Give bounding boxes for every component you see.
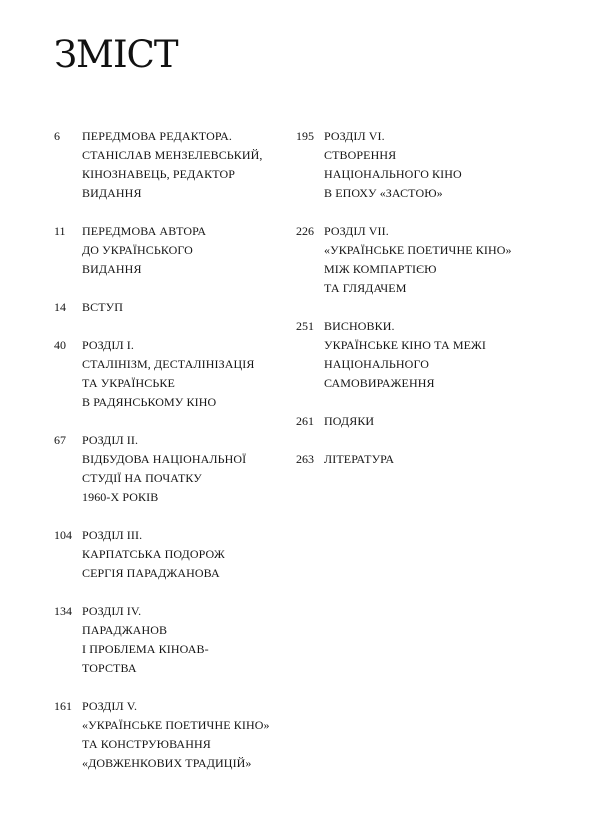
toc-title-line: СЕРГІЯ ПАРАДЖАНОВА bbox=[82, 566, 220, 580]
toc-page-number: 263 bbox=[296, 452, 314, 466]
toc-title-line: ДО УКРАЇНСЬКОГО bbox=[82, 243, 193, 257]
toc-title-line: ТА ГЛЯДАЧЕМ bbox=[324, 281, 407, 295]
toc-title-line: ПЕРЕДМОВА РЕДАКТОРА. bbox=[82, 129, 232, 143]
toc-title-line: УКРАЇНСЬКЕ КІНО ТА МЕЖІ bbox=[324, 338, 486, 352]
toc-page-number: 226 bbox=[296, 224, 314, 238]
toc-title-line: СТУДІЇ НА ПОЧАТКУ bbox=[82, 471, 202, 485]
toc-title-line: ЛІТЕРАТУРА bbox=[324, 452, 395, 466]
toc-page-number: 195 bbox=[296, 129, 314, 143]
toc-title-line: СТАНІСЛАВ МЕНЗЕЛЕВСЬКИЙ, bbox=[82, 148, 263, 162]
toc-page-number: 261 bbox=[296, 414, 314, 428]
toc-title-line: І ПРОБЛЕМА КІНОАВ- bbox=[82, 642, 209, 656]
toc-column-right bbox=[296, 127, 556, 488]
toc-entry-title bbox=[82, 336, 304, 412]
toc-entry-title bbox=[324, 317, 556, 393]
toc-title-line: СТАЛІНІЗМ, ДЕСТАЛІНІЗАЦІЯ bbox=[82, 357, 255, 371]
toc-entry bbox=[54, 127, 304, 203]
toc-entry-title bbox=[82, 697, 304, 773]
toc-title-line: «УКРАЇНСЬКЕ ПОЕТИЧНЕ КІНО» bbox=[324, 243, 512, 257]
toc-entry-title bbox=[82, 222, 304, 279]
toc-page-number: 251 bbox=[296, 319, 314, 333]
toc-title-line: «ДОВЖЕНКОВИХ ТРАДИЦІЙ» bbox=[82, 756, 252, 770]
toc-entry bbox=[54, 222, 304, 279]
page-title: ЗМІСТ bbox=[54, 33, 178, 76]
toc-entry-title bbox=[82, 298, 304, 317]
toc-page-number: 104 bbox=[54, 528, 72, 542]
toc-entry bbox=[296, 317, 556, 393]
toc-page-number: 67 bbox=[54, 433, 66, 447]
toc-title-line: ТА УКРАЇНСЬКЕ bbox=[82, 376, 175, 390]
toc-entry bbox=[54, 697, 304, 773]
toc-title-line: ПОДЯКИ bbox=[324, 414, 375, 428]
toc-title-line: РОЗДІЛ III. bbox=[82, 528, 143, 542]
toc-title-line: ВСТУП bbox=[82, 300, 123, 314]
toc-title-line: МІЖ КОМПАРТІЄЮ bbox=[324, 262, 437, 276]
toc-page-number: 6 bbox=[54, 129, 60, 143]
toc-entry bbox=[54, 431, 304, 507]
toc-title-line: НАЦІОНАЛЬНОГО КІНО bbox=[324, 167, 462, 181]
toc-title-line: РОЗДІЛ I. bbox=[82, 338, 134, 352]
toc-title-line: ВІДБУДОВА НАЦІОНАЛЬНОЇ bbox=[82, 452, 247, 466]
toc-title-line: «УКРАЇНСЬКЕ ПОЕТИЧНЕ КІНО» bbox=[82, 718, 270, 732]
toc-entry-title bbox=[82, 127, 304, 203]
toc-entry bbox=[54, 298, 304, 317]
toc-title-line: ПАРАДЖАНОВ bbox=[82, 623, 168, 637]
toc-title-line: ТОРСТВА bbox=[82, 661, 137, 675]
toc-title-line: 1960-Х РОКІВ bbox=[82, 490, 159, 504]
toc-title-line: В ЕПОХУ «ЗАСТОЮ» bbox=[324, 186, 443, 200]
toc-entry bbox=[296, 412, 556, 431]
toc-entry bbox=[296, 222, 556, 298]
toc-entry-title bbox=[324, 450, 556, 469]
toc-title-line: ВИСНОВКИ. bbox=[324, 319, 395, 333]
toc-entry bbox=[54, 602, 304, 678]
toc-title-line: ВИДАННЯ bbox=[82, 262, 142, 276]
toc-page-number: 134 bbox=[54, 604, 72, 618]
toc-column-left bbox=[54, 127, 304, 792]
toc-entry-title bbox=[324, 127, 556, 203]
toc-entry bbox=[54, 336, 304, 412]
toc-title-line: РОЗДІЛ V. bbox=[82, 699, 138, 713]
toc-entry-title bbox=[82, 526, 304, 583]
toc-title-line: ТА КОНСТРУЮВАННЯ bbox=[82, 737, 211, 751]
toc-title-line: ПЕРЕДМОВА АВТОРА bbox=[82, 224, 207, 238]
toc-title-line: РОЗДІЛ IV. bbox=[82, 604, 142, 618]
toc-page-number: 40 bbox=[54, 338, 66, 352]
toc-page-number: 161 bbox=[54, 699, 72, 713]
toc-title-line: В РАДЯНСЬКОМУ КІНО bbox=[82, 395, 217, 409]
toc-title-line: НАЦІОНАЛЬНОГО bbox=[324, 357, 429, 371]
toc-title-line: РОЗДІЛ II. bbox=[82, 433, 139, 447]
toc-entry-title bbox=[324, 222, 556, 298]
toc-entry bbox=[296, 127, 556, 203]
toc-title-line: РОЗДІЛ VII. bbox=[324, 224, 389, 238]
toc-entry bbox=[296, 450, 556, 469]
toc-page-number: 11 bbox=[54, 224, 66, 238]
toc-entry-title bbox=[82, 431, 304, 507]
toc-title-line: ВИДАННЯ bbox=[82, 186, 142, 200]
toc-title-line: КАРПАТСЬКА ПОДОРОЖ bbox=[82, 547, 225, 561]
toc-title-line: СТВОРЕННЯ bbox=[324, 148, 397, 162]
toc-title-line: КІНОЗНАВЕЦЬ, РЕДАКТОР bbox=[82, 167, 236, 181]
toc-entry bbox=[54, 526, 304, 583]
toc-title-line: САМОВИРАЖЕННЯ bbox=[324, 376, 435, 390]
toc-title-line: РОЗДІЛ VI. bbox=[324, 129, 385, 143]
toc-entry-title bbox=[82, 602, 304, 678]
toc-page-number: 14 bbox=[54, 300, 66, 314]
toc-entry-title bbox=[324, 412, 556, 431]
